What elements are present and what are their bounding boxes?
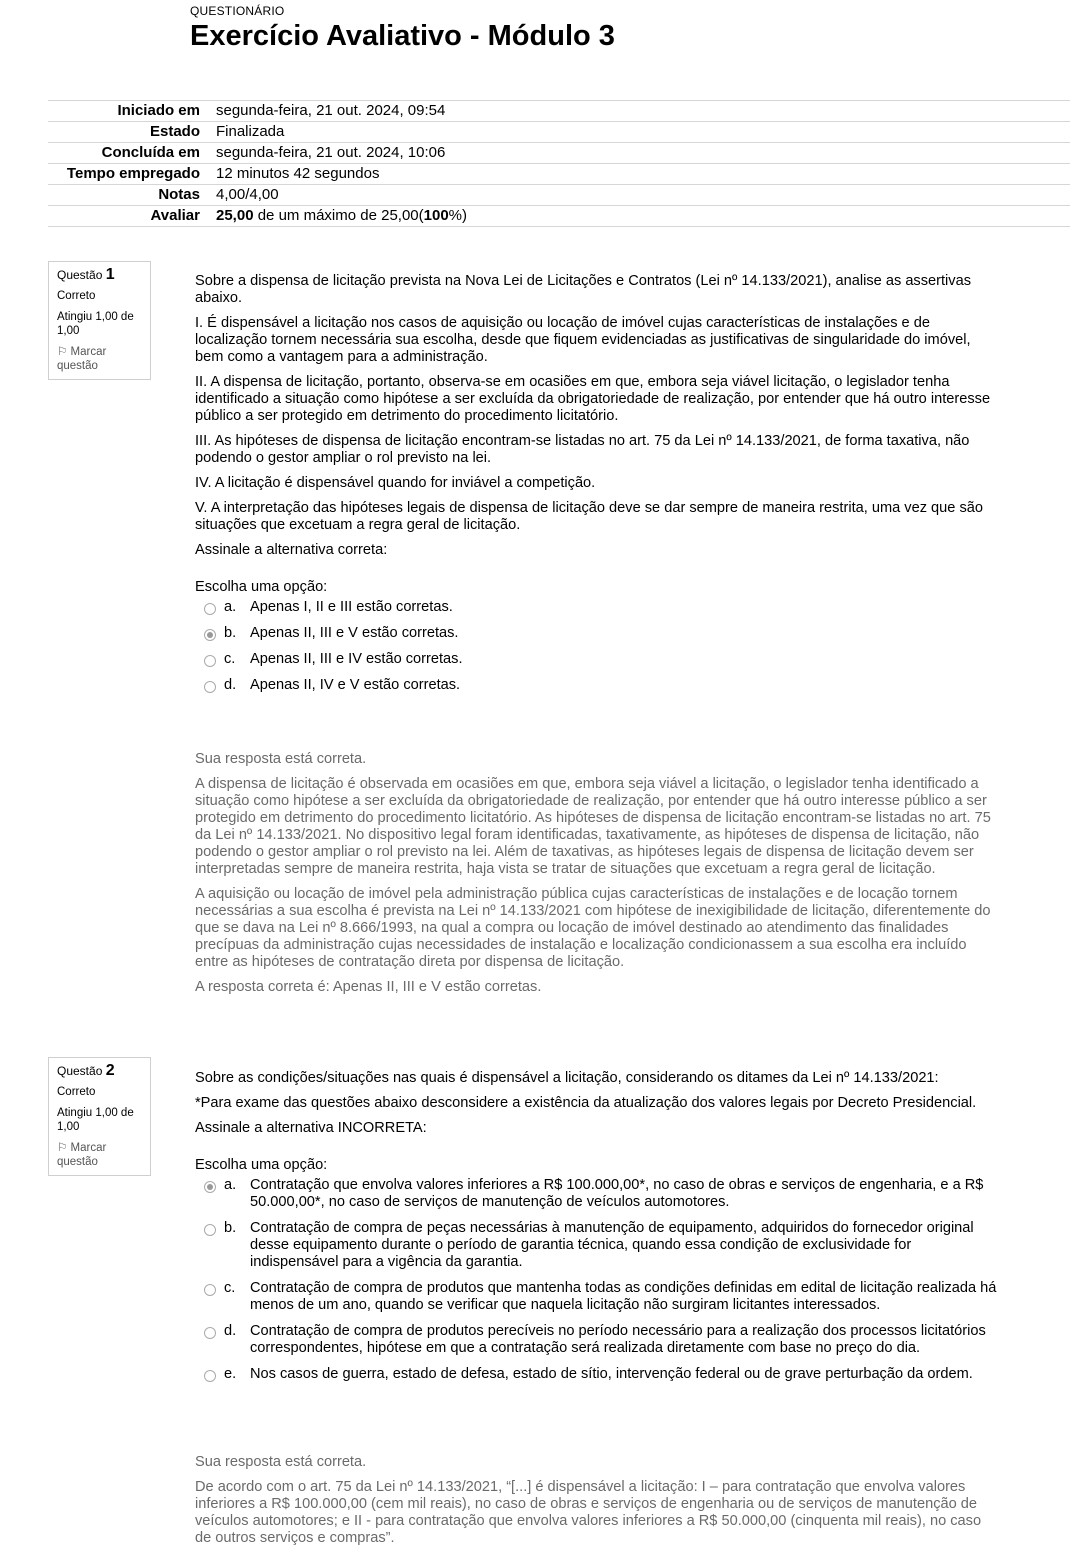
question-paragraph: IV. A licitação é dispensável quando for inviável a competição. [195,475,596,491]
question-state: Correto [57,1086,96,1098]
summary-label: Concluída em [101,144,200,161]
radio-button[interactable] [204,1284,216,1296]
question-grade: Atingiu 1,00 de 1,00 [57,311,134,337]
grade-max: de um máximo de 25,00( [253,207,424,224]
option-letter: d. [224,1323,237,1339]
answer-option[interactable] [195,1177,1000,1211]
feedback-paragraph: A resposta correta é: Apenas II, III e V estão corretas. [195,979,542,995]
grade-percent-sign: %) [448,207,468,224]
flag-label: Marcar questão [57,1142,107,1168]
question-index: 1 [105,266,115,283]
question-index: 2 [105,1062,115,1079]
radio-button[interactable] [204,603,216,615]
option-letter: c. [224,651,236,667]
attempt-summary [48,100,1070,227]
summary-row-completed [48,142,1070,163]
question-info-1 [48,261,151,380]
option-text: Nos casos de guerra, estado de defesa, estado de sítio, intervenção federal ou de grave perturbação da ordem. [250,1366,973,1382]
option-letter: b. [224,625,237,641]
feedback-paragraph: A dispensa de licitação é observada em ocasiões em que, embora seja viável a licitação, o legislador tenha identificado a situação como hipótese a ser excluída da obrigatoriedade de realização, por entender que há outro interesse público a ser protegido em detrimento do procedimento licitatório. As hipóteses de dispensa de licitação encontram-se listadas no art. 75 da Lei nº 14.133/2021. No dispositivo legal foram identificadas, taxativamente, as hipóteses de dispensa de licitação, não podendo o gestor ampliar o rol previsto na lei. Além de taxativas, as hipóteses legais de dispensa de licitação devem ser interpretadas sempre de maneira restrita, haja vista se tratar de situações que excetuam a regra geral de licitação. [195,776,991,877]
option-text: Apenas II, III e V estão corretas. [250,625,459,641]
flag-icon: ⚐ [57,1142,68,1154]
flag-icon: ⚐ [57,346,68,358]
question-paragraph: Assinale a alternativa INCORRETA: [195,1120,427,1136]
page-title: Exercício Avaliativo - Módulo 3 [190,20,615,52]
summary-row-state [48,121,1070,142]
question-label: Questão [57,1064,103,1078]
option-text: Apenas II, IV e V estão corretas. [250,677,461,693]
flag-label: Marcar questão [57,346,107,372]
radio-button[interactable] [204,629,216,641]
grade-percent: 100 [423,207,449,224]
radio-button[interactable] [204,1370,216,1382]
summary-label: Estado [149,123,200,140]
radio-button[interactable] [204,681,216,693]
option-letter: d. [224,677,237,693]
question-info-2 [48,1057,151,1176]
answer-option[interactable] [195,599,1000,616]
choose-prompt: Escolha uma opção: [195,579,328,595]
option-letter: a. [224,599,237,615]
option-letter: a. [224,1177,237,1193]
option-text: Contratação que envolva valores inferiores a R$ 100.000,00*, no caso de obras e serviços de engenharia, e a R$ 50.000,00*, no caso de serviços de manutenção de veículos automotores. [250,1177,984,1210]
summary-value: 4,00/4,00 [216,186,279,203]
answer-option[interactable] [195,1280,1000,1314]
feedback-2 [195,1454,995,1555]
answer-option[interactable] [195,1366,1000,1383]
summary-label: Notas [158,186,200,203]
option-text: Apenas II, III e IV estão corretas. [250,651,463,667]
option-text: Apenas I, II e III estão corretas. [250,599,453,615]
question-paragraph: V. A interpretação das hipóteses legais de dispensa de licitação deve se dar sempre de maneira restrita, uma vez que são situações que excetuam a regra geral de licitação. [195,500,983,533]
answer-option[interactable] [195,1323,1000,1357]
question-paragraph: *Para exame das questões abaixo desconsidere a existência da atualização dos valores legais por Decreto Presidencial. [195,1095,977,1111]
feedback-paragraph: Sua resposta está correta. [195,1454,367,1470]
flag-question-button[interactable] [57,1141,142,1169]
answer-option[interactable] [195,1220,1000,1271]
question-paragraph: Sobre as condições/situações nas quais é dispensável a licitação, considerando os ditames da Lei nº 14.133/2021: [195,1070,939,1086]
feedback-paragraph: Sua resposta está correta. [195,751,367,767]
radio-button[interactable] [204,1181,216,1193]
grade-score: 25,00 [216,207,254,224]
option-text: Contratação de compra de produtos perecíveis no período necessário para a realização dos processos licitatórios correspondentes, hipótese em que a contratação será realizada diretamente com base no preço do dia. [250,1323,986,1356]
question-state: Correto [57,290,96,302]
answer-option[interactable] [195,651,1000,668]
summary-row-grade [48,205,1070,227]
summary-value: Finalizada [216,123,285,140]
feedback-1 [195,751,995,1004]
question-paragraph: III. As hipóteses de dispensa de licitação encontram-se listadas no art. 75 da Lei nº 14.133/2021, de forma taxativa, não podendo o gestor ampliar o rol previsto na lei. [195,433,970,466]
question-label: Questão [57,268,103,282]
summary-value [200,206,467,226]
radio-button[interactable] [204,655,216,667]
option-letter: c. [224,1280,236,1296]
question-grade: Atingiu 1,00 de 1,00 [57,1107,134,1133]
choose-prompt: Escolha uma opção: [195,1157,328,1173]
question-number [57,268,142,282]
page-kicker: QUESTIONÁRIO [190,4,285,18]
summary-value: 12 minutos 42 segundos [216,165,380,182]
question-content-2 [195,1070,1000,1392]
summary-value: segunda-feira, 21 out. 2024, 10:06 [216,144,446,161]
radio-button[interactable] [204,1224,216,1236]
option-text: Contratação de compra de produtos que mantenha todas as condições definidas em edital de licitação realizada há menos de um ano, quando se verificar que naquela licitação não surgiram licitantes interessados. [250,1280,997,1313]
question-paragraph: Sobre a dispensa de licitação prevista na Nova Lei de Licitações e Contratos (Lei nº 14.133/2021), analise as assertivas abaixo. [195,273,972,306]
summary-row-started [48,100,1070,121]
answer-option[interactable] [195,677,1000,694]
question-paragraph: I. É dispensável a licitação nos casos de aquisição ou locação de imóvel cujas características de instalações e de localização tornem necessária sua escolha, desde que fiquem evidenciadas as justificativas de singularidade do imóvel, bem como a vantagem para a administração. [195,315,971,365]
feedback-paragraph: A aquisição ou locação de imóvel pela administração pública cujas características de instalações e de locação tornem necessárias a sua escolha é prevista na Lei nº 14.133/2021 com hipótese de inexigibilidade de licitação, diferentemente do que se dava na Lei nº 8.666/1993, na qual a compra ou locação de imóvel destinado ao atendimento das finalidades precípuas da administração cujas necessidades de instalação e localização condicionassem a sua escolha era incluído entre as hipóteses de contratação direta por dispensa de licitação. [195,886,991,970]
summary-label: Avaliar [150,207,200,224]
radio-button[interactable] [204,1327,216,1339]
option-letter: b. [224,1220,237,1236]
summary-label: Iniciado em [117,102,200,119]
option-text: Contratação de compra de peças necessárias à manutenção de equipamento, adquiridos do fornecedor original desse equipamento durante o período de garantia técnica, quando essa condição de exclusividade for indispensável para a vigência da garantia. [250,1220,974,1270]
summary-value: segunda-feira, 21 out. 2024, 09:54 [216,102,446,119]
question-number [57,1064,142,1078]
summary-label: Tempo empregado [66,165,200,182]
summary-row-marks [48,184,1070,205]
question-paragraph: II. A dispensa de licitação, portanto, observa-se em ocasiões em que, embora seja viável licitação, o legislador tenha identificado a situação como hipótese a ser excluída da obrigatoriedade de realização, por entender que há outro interesse público a ser protegido em detrimento do procedimento licitatório. [195,374,991,424]
feedback-paragraph: De acordo com o art. 75 da Lei nº 14.133/2021, “[...] é dispensável a licitação: I – para contratação que envolva valores inferiores a R$ 100.000,00 (cem mil reais), no caso de obras e serviços de engenharia ou de serviços de manutenção de veículos automotores; e II - para contratação que envolva valores inferiores a R$ 50.000,00 (cinquenta mil reais), no caso de outros serviços e compras”. [195,1479,982,1546]
summary-row-time [48,163,1070,184]
answer-option[interactable] [195,625,1000,642]
question-content-1 [195,273,1000,703]
option-letter: e. [224,1366,237,1382]
question-paragraph: Assinale a alternativa correta: [195,542,388,558]
flag-question-button[interactable] [57,345,142,373]
